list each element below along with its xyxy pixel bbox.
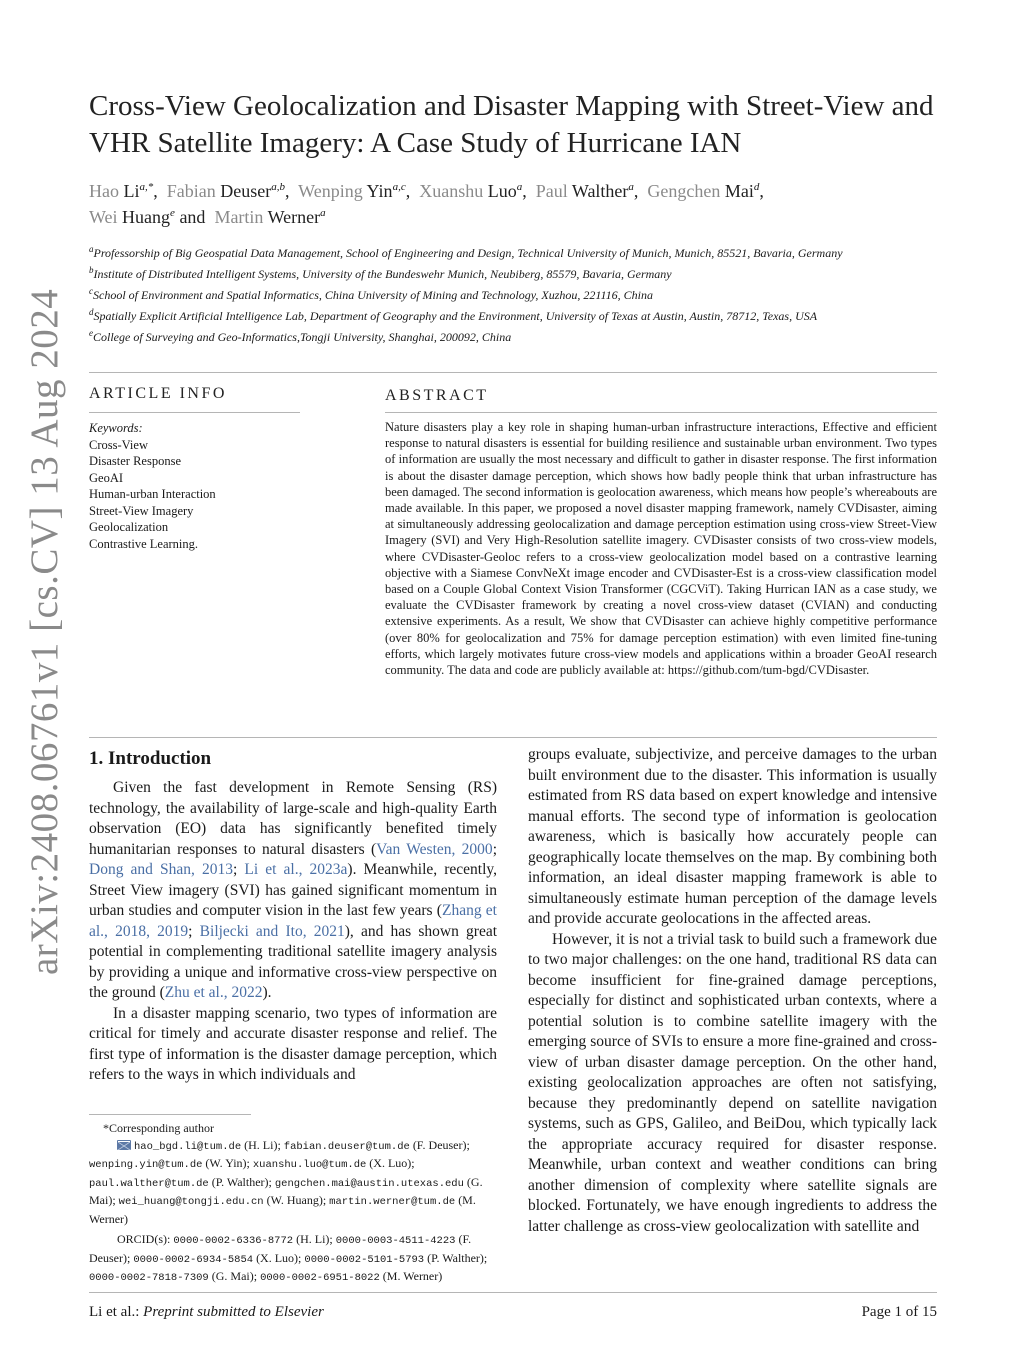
footnotes [89,1120,501,1287]
orcid-owner: (G. Mai); [208,1269,261,1283]
orcid-id: 0000-0002-6336-8772 [173,1235,294,1247]
author-separator: , [153,181,167,201]
affiliation-mark: e [89,328,93,338]
affiliation-mark: b [89,265,94,275]
affiliation-mark: a [89,244,94,254]
citation-link: Dong and Shan, 2013 [89,861,233,878]
affiliation-text: Spatially Explicit Artificial Intelligence Lab, Department of Geography and the Environment, University of Texas at Austin, Austin, 78712, Texas, USA [93,309,818,323]
author-affiliation-mark: a [628,181,634,193]
footnote-rule [89,1114,251,1115]
orcid-label: ORCID(s): [117,1232,174,1246]
citation-link: Van Westen, 2000 [376,840,493,858]
section-heading-introduction: 1. Introduction [89,748,212,769]
intro-paragraph-4: However, it is not a trivial task to build such a framework due to two major challenges: on the one hand, traditional RS data can become insufficient for fine-grained damage perceptions, especially for distinct and sophisticated urban contexts, where a potential solution is to combine satellite imagery with the emerging source of SVIs to ensure a more fine-grained and cross-view of urban disaster damage perception. On the other hand, existing geolocalization approaches are often not satisfying, because they predominantly depend on satellite navigation systems, such as GPS, Galileo, and BeiDou, which typically lack the appropriate accuracy required for disaster response. Meanwhile, urban context and weather conditions can bring another dimension of complexity where satellite signals are blocked. Fortunately, we have enough ingredients to address the latter challenge as cross-view geolocalization with satellite and [528,930,937,1235]
author-separator: , [522,181,536,201]
author-affiliation-mark: a,* [139,181,154,193]
page-number: Page 1 of 15 [861,1304,937,1320]
author-last-name: Li [123,181,140,201]
text-run: Given the fast development in Remote Sensing (RS) technology, the availability of large-scale and high-quality Earth observation (EO) data has significantly benefited timely humanitarian responses to natural disasters ( [89,779,497,858]
author-last-name: Yin [366,181,393,201]
author-first-name: Martin [214,207,268,227]
author-separator: , [405,181,420,201]
keyword-item: Cross-View [89,437,148,452]
affiliations [89,245,949,350]
orcid-list [89,1231,501,1287]
keyword-item: GeoAI [89,470,124,485]
email-owner: (M. Werner) [89,1193,476,1226]
running-footer [89,1304,324,1321]
affiliation [89,266,949,283]
affiliation-mark: d [89,307,94,317]
author-last-name: Werner [267,207,321,227]
author-affiliation-mark: a [320,207,326,219]
abstract-heading: ABSTRACT [385,387,489,404]
affiliation-text: Professorship of Big Geospatial Data Management, School of Engineering and Design, Technical University of Munich, Munich, 85521, Bavaria, Germany [93,246,843,260]
keyword-item: Street-View Imagery [89,503,194,518]
citation-link: Biljecki and Ito, 2021 [199,922,345,940]
orcid-owner: (H. Li); [293,1232,336,1246]
author-first-name: Gengchen [647,181,725,201]
citation-link: Zhang et al., 2018, 2019 [89,902,497,940]
affiliation [89,245,949,262]
author-first-name: Fabian [166,181,221,201]
orcid-id: 0000-0003-4511-4223 [335,1235,456,1247]
affiliation-mark: c [89,286,93,296]
author-last-name: Huang [122,207,171,227]
text-run: ), and has shown great potential in complementing traditional satellite imagery analysis by providing a unique and informative cross-view perspective on the ground ( [89,922,498,1001]
email-owner: (H. Li); [241,1137,284,1152]
email-owner: (P. Walther); [208,1174,275,1189]
corresponding-author-note: *Corresponding author [103,1121,214,1135]
keyword-item: Geolocalization [89,520,169,534]
author-name [419,181,522,201]
author-affiliation-mark: a,c [392,181,406,193]
keyword-item: Contrastive Learning. [89,536,198,551]
email-address: wenping.yin@tum.de [89,1159,203,1171]
text-run: ; [188,922,200,940]
footer-journal: Preprint submitted to Elsevier [143,1304,324,1320]
affiliation-text: School of Environment and Spatial Informatics, China University of Mining and Technology, Xuzhou, 221116, China [93,288,653,302]
keyword-item: Human-urban Interaction [89,487,216,501]
article-info-rule [89,412,300,413]
orcid-owner: (F. Deuser); [89,1232,472,1265]
email-address: martin.werner@tum.de [329,1196,456,1208]
affiliation-text: College of Surveying and Geo-Informatics,Tongji University, Shanghai, 200092, China [93,330,512,344]
affiliation [89,287,949,304]
affiliation-text: Institute of Distributed Intelligent Systems, University of the Bundeswehr Munich, Neubiberg, 85579, Bavaria, Germany [93,267,672,281]
author-name [647,181,759,201]
email-owner: (G. Mai); [89,1174,483,1207]
email-address: gengchen.mai@austin.utexas.edu [274,1177,464,1190]
divider-footer [89,1292,937,1293]
orcid-id: 0000-0002-5101-5793 [304,1253,425,1266]
email-address: xuanshu.luo@tum.de [252,1159,367,1171]
intro-paragraph-1 [89,778,497,1004]
text-run: ; [492,840,497,858]
author-last-name: Deuser [220,181,272,201]
author-last-name: Mai [724,181,754,201]
author-name [536,181,634,201]
email-owner: (W. Huang); [263,1193,330,1207]
affiliation [89,329,949,346]
abstract-rule [385,412,937,413]
arxiv-stamp: arXiv:2408.06761v1 [cs.CV] 13 Aug 2024 [23,288,66,975]
keywords-block [89,420,299,552]
keywords-label: Keywords: [89,421,143,435]
author-name [89,207,175,227]
author-first-name: Wenping [298,181,367,201]
column-right [528,745,937,1237]
author-separator: , [759,181,769,201]
keyword-item: Disaster Response [89,454,181,468]
keyword-list [89,437,299,553]
orcid-id: 0000-0002-6934-5854 [133,1253,254,1266]
orcid-id: 0000-0002-7818-7309 [89,1272,209,1284]
paper-title: Cross-View Geolocalization and Disaster Mapping with Street-View and VHR Satellite Imagery: A Case Study of Hurricane IAN [89,90,934,159]
author-affiliation-mark: a [516,181,523,193]
affiliation [89,308,949,325]
column-left [89,778,497,1086]
text-run: ). [262,984,272,1001]
citation-link: Li et al., 2023a [244,861,348,878]
email-owner: (W. Yin); [202,1156,253,1170]
author-name [214,207,325,227]
email-address: paul.walther@tum.de [89,1177,209,1190]
orcid-owner: (M. Werner) [379,1269,443,1283]
author-last-name: Luo [487,181,517,201]
author-first-name: Xuanshu [419,181,488,201]
email-owner: (X. Luo); [366,1156,415,1170]
email-list [89,1137,501,1228]
footer-authors: Li et al.: [89,1304,140,1320]
author-name [89,181,153,201]
author-list [89,178,949,230]
orcid-owner: (P. Walther); [424,1250,488,1265]
author-first-name: Paul [535,181,572,201]
envelope-icon [117,1140,131,1150]
divider-top [89,372,937,373]
author-affiliation-mark: d [753,181,760,193]
author-separator: , [284,181,299,201]
orcid-id: 0000-0002-6951-8022 [260,1272,380,1284]
author-last-name: Walther [571,181,629,201]
author-name [298,181,406,201]
email-address: hao_bgd.li@tum.de [134,1140,242,1153]
author-first-name: Wei [89,207,123,227]
citation-link: Zhu et al., 2022 [164,984,263,1001]
author-affiliation-mark: a,b [271,181,285,193]
author-name [167,181,285,201]
article-info-heading: ARTICLE INFO [89,385,227,402]
intro-paragraph-2: In a disaster mapping scenario, two types of information are critical for timely and accurate disaster response and relief. The first type of information is the disaster damage perception, which refers to the ways in which individuals and [89,1004,497,1083]
text-run: ; [232,861,245,878]
author-first-name: Hao [89,181,124,201]
author-affiliation-mark: e [170,207,175,219]
abstract-text: Nature disasters play a key role in shaping human-urban infrastructure interactions, Effective and efficient response to natural disasters is essential for building resilience and sustainable urban environment. Two types of information are usually the most necessary and difficult to gather in disaster response. The first information is about the disaster damage perception, which shows how badly people think that urban infrastructure has been damaged. The second information is geolocation awareness, which means how people’s whereabouts are made available. In this paper, we proposed a novel disaster mapping framework, namely CVDisaster, aiming at simultaneously addressing geolocalization and damage perception estimation using cross-view Street-View Imagery (SVI) and Very High-Resolution satellite imagery. CVDisaster consists of two cross-view models, where CVDisaster-Geoloc refers to a cross-view geolocalization model based on a contrastive learning objective with a Siamese ConvNeXt image encoder and CVDisaster-Est is a cross-view classification model based on a Couple Global Context Vision Transformer (CGCViT). Taking Hurrican IAN as a case study, we evaluate the CVDisaster framework by creating a novel cross-view dataset (CVIAN) and conducting extensive experiments. As a result, We show that CVDisaster can achieve highly competitive performance (over 80% for geolocalization and 75% for damage perception estimation) with even limited fine-tuning efforts, which largely motivates future cross-view models and applications within a broader GeoAI research community. The data and code are publicly available at: https://github.com/tum-bgd/CVDisaster. [385,420,937,678]
email-address: wei_huang@tongji.edu.cn [118,1196,264,1208]
intro-paragraph-3: groups evaluate, subjectivize, and perceive damages to the urban built environment due to the disaster. This information is usually estimated from RS data based on expert knowledge and intensive manual efforts. The second type of information is geolocation awareness, which is basically how accurately people can geographically locate themselves on the map. By combining both information, an ideal disaster mapping framework is able to simultaneously estimate human perception of the damage levels and provide accurate geolocations in the affected areas. [528,746,937,927]
author-and: and [174,207,215,227]
text-run: ). Meanwhile, recently, Street View imagery (SVI) has gained significant momentum in urban studies and computer vision in the last few years ( [89,861,498,919]
orcid-owner: (X. Luo); [253,1250,305,1265]
email-owner: (F. Deuser); [409,1137,470,1152]
author-separator: , [633,181,648,201]
email-address: fabian.deuser@tum.de [283,1140,410,1153]
divider-body [89,737,937,738]
